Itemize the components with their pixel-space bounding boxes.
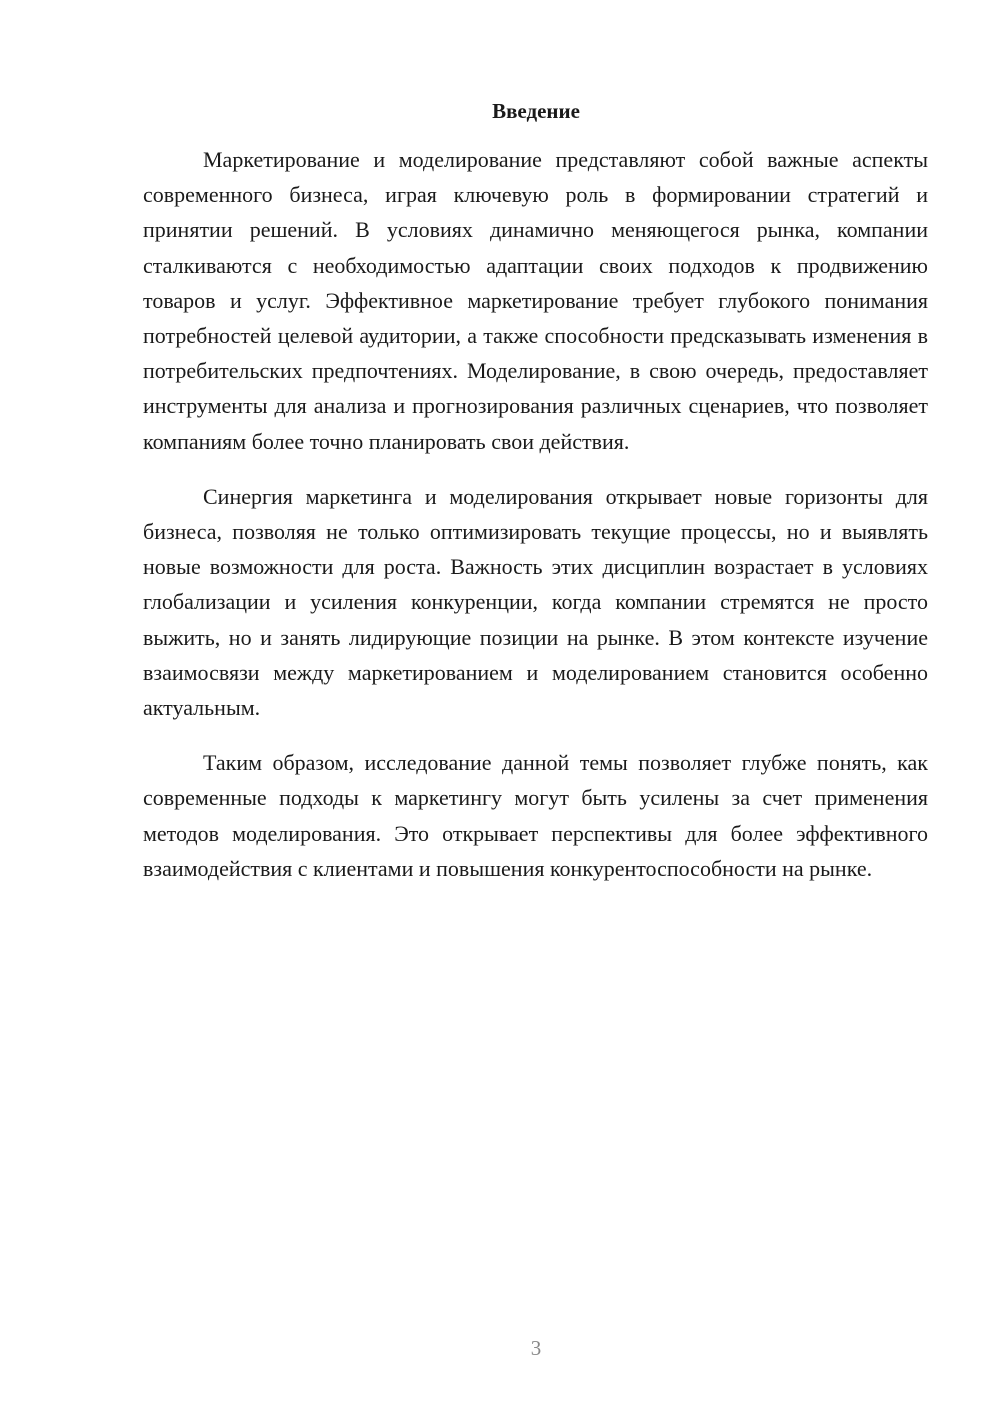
body-text	[143, 142, 928, 906]
paragraph-1: Маркетирование и моделирование представляют собой важные аспекты современного бизнеса, играя ключевую роль в формировании стратегий и принятии решений. В условиях динамично меняющегося рынка, компании сталкиваются с необходимостью адаптации своих подходов к продвижению товаров и услуг. Эффективное маркетирование требует глубокого понимания потребностей целевой аудитории, а также способности предсказывать изменения в потребительских предпочтениях. Моделирование, в свою очередь, предоставляет инструменты для анализа и прогнозирования различных сценариев, что позволяет компаниям более точно планировать свои действия.	[143, 147, 928, 454]
page-title: Введение	[492, 99, 580, 123]
paragraph-2: Синергия маркетинга и моделирования открывает новые горизонты для бизнеса, позволяя не только оптимизировать текущие процессы, но и выявлять новые возможности для роста. Важность этих дисциплин возрастает в условиях глобализации и усиления конкуренции, когда компании стремятся не просто выжить, но и занять лидирующие позиции на рынке. В этом контексте изучение взаимосвязи между маркетированием и моделированием становится особенно актуальным.	[143, 483, 928, 721]
page-number: 3	[530, 1336, 542, 1360]
paragraph-3: Таким образом, исследование данной темы позволяет глубже понять, как современные подходы к маркетингу могут быть усилены за счет применения методов моделирования. Это открывает перспективы для более эффективного взаимодействия с клиентами и повышения конкурентоспособности на рынке.	[143, 750, 928, 881]
